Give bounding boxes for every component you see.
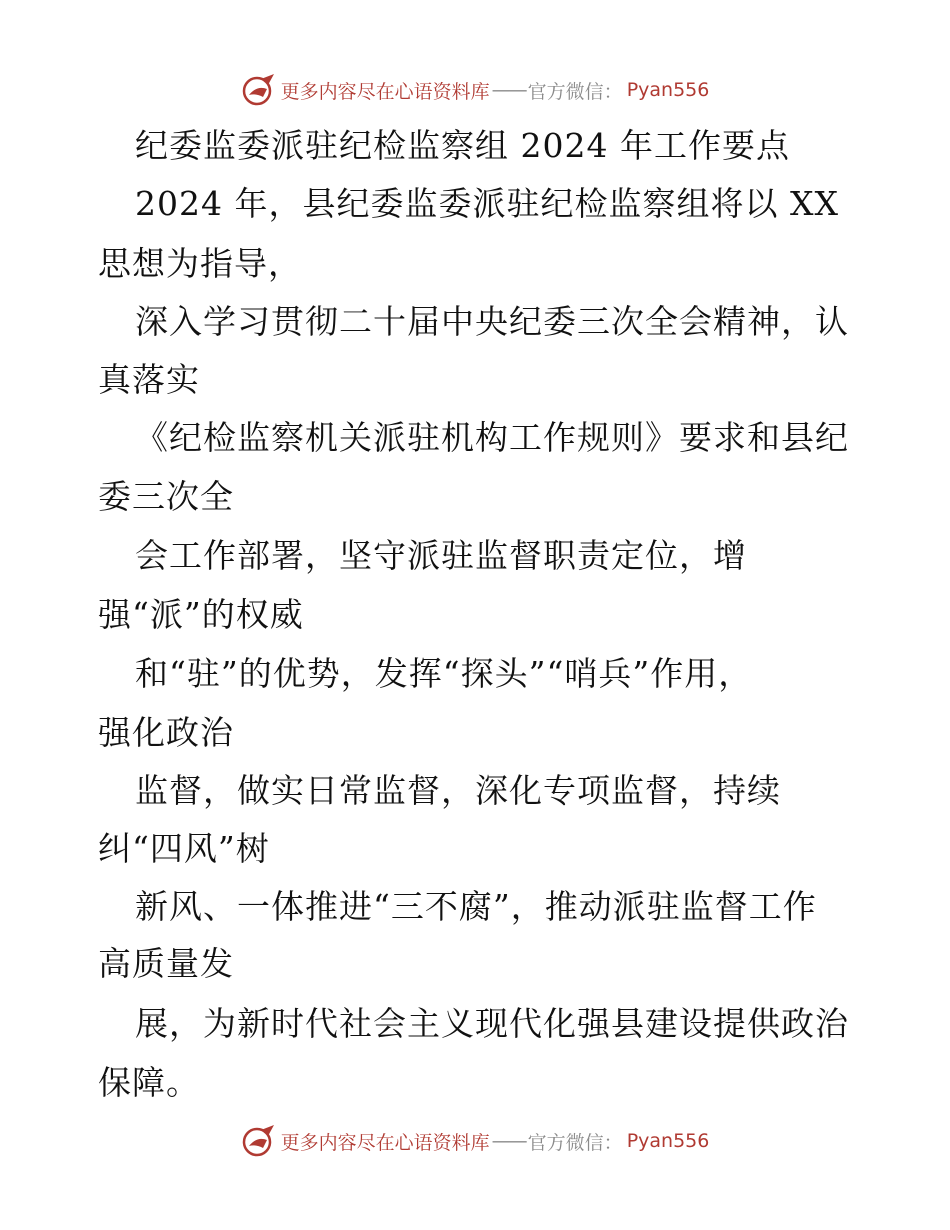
paragraph-line: 委三次全 <box>98 477 234 516</box>
paragraph-line: 强“派”的权威 <box>98 595 304 634</box>
paragraph-line: 保障。 <box>98 1063 200 1102</box>
paragraph-line: 监督，做实日常监督，深化专项监督，持续 <box>135 771 781 810</box>
watermark-text: 更多内容尽在心语资料库 <box>280 1131 490 1154</box>
footer-watermark <box>0 1121 950 1161</box>
watermark-separator: —— <box>491 1130 526 1152</box>
document-title: 纪委监委派驻纪检监察组 2024 年工作要点 <box>135 126 790 165</box>
paragraph-line: 高质量发 <box>98 944 234 983</box>
watermark-separator: —— <box>491 79 526 101</box>
wechat-id: Pyan556 <box>626 79 710 101</box>
paragraph-line: 新风、一体推进“三不腐”，推动派驻监督工作 <box>135 887 817 926</box>
paragraph-line: 纠“四风”树 <box>98 829 270 868</box>
red-book-pen-icon <box>241 1124 277 1158</box>
wechat-label: 官方微信： <box>527 1131 623 1154</box>
watermark-text: 更多内容尽在心语资料库 <box>280 80 490 103</box>
paragraph-line: 和“驻”的优势，发挥“探头”“哨兵”作用， <box>135 654 753 693</box>
paragraph-line: 思想为指导， <box>98 244 302 283</box>
paragraph-line: 强化政治 <box>98 713 234 752</box>
paragraph-line: 真落实 <box>98 360 200 399</box>
paragraph-line: 《纪检监察机关派驻机构工作规则》要求和县纪 <box>135 418 849 457</box>
paragraph-line: 2024 年，县纪委监委派驻纪检监察组将以 XX <box>135 184 839 223</box>
paragraph-line: 展，为新时代社会主义现代化强县建设提供政治 <box>135 1004 849 1043</box>
wechat-id: Pyan556 <box>626 1130 710 1152</box>
paragraph-line: 深入学习贯彻二十届中央纪委三次全会精神，认 <box>135 302 849 341</box>
wechat-label: 官方微信： <box>527 80 623 103</box>
paragraph-line: 会工作部署，坚守派驻监督职责定位，增 <box>135 536 747 575</box>
